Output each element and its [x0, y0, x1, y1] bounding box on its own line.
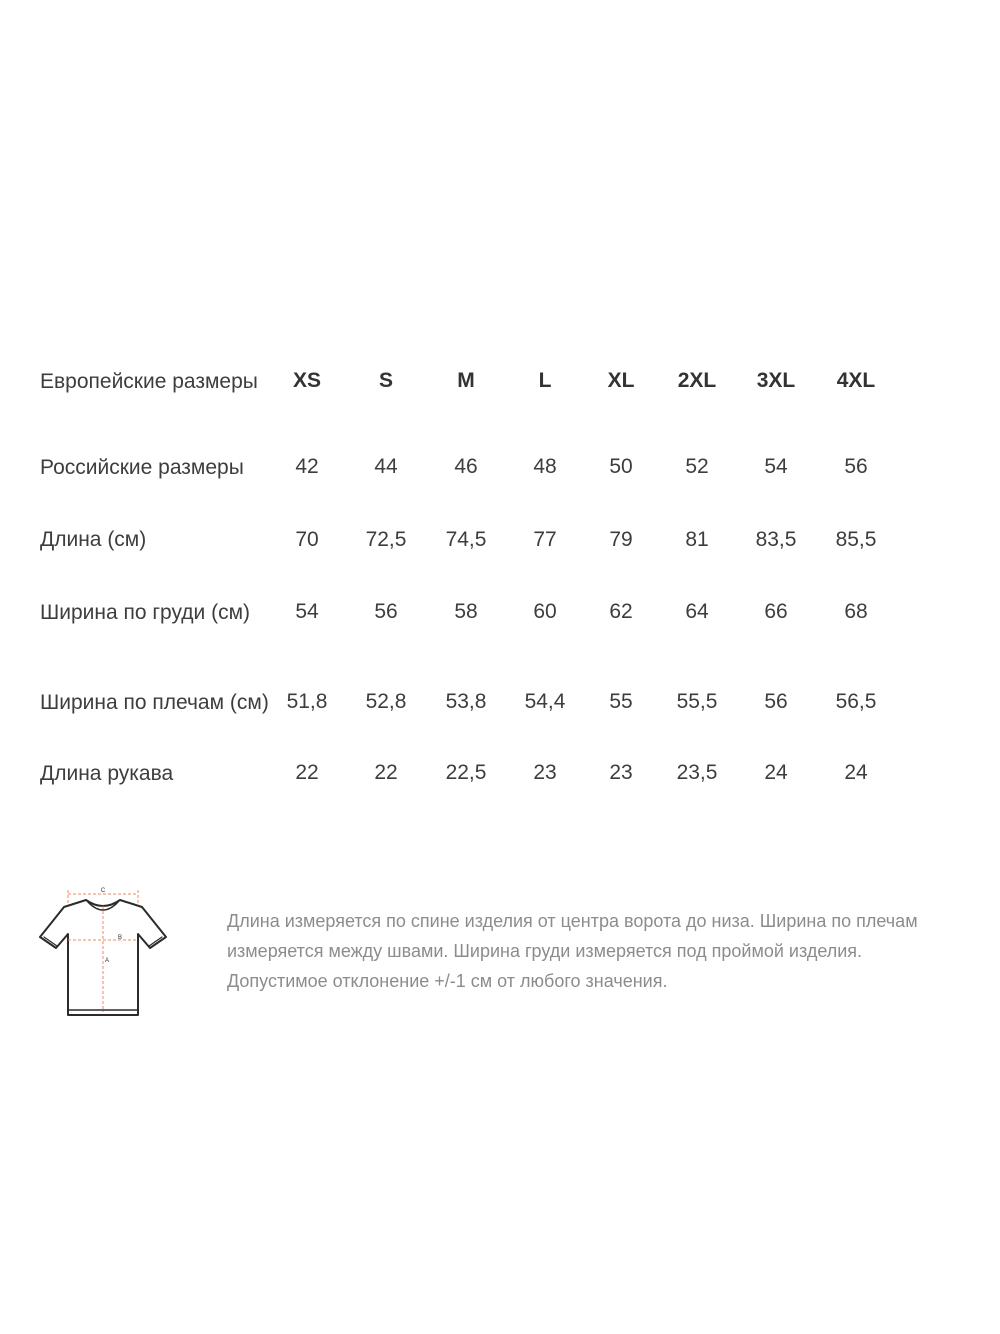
table-cell: 66	[764, 600, 788, 623]
table-cell: 54	[764, 455, 788, 478]
table-cell: 23	[609, 761, 633, 784]
table-cell: 52	[685, 455, 709, 478]
table-cell: 55	[609, 690, 633, 713]
table-cell: 56	[374, 600, 398, 623]
table-cell: 51,8	[286, 690, 328, 713]
table-cell: 70	[295, 527, 319, 551]
table-cell: 44	[374, 455, 398, 478]
table-row	[40, 422, 960, 512]
table-cell: 24	[844, 761, 868, 784]
table-cell: 54	[295, 600, 319, 623]
table-cell: 56	[844, 455, 868, 478]
measure-lines	[68, 890, 138, 1012]
table-cell: 83,5	[755, 527, 797, 551]
table-cell: 22	[374, 761, 398, 784]
measure-label-b: B	[117, 935, 123, 941]
size-2xl: 2XL	[677, 369, 717, 392]
table-cell: 62	[609, 600, 633, 623]
size-4xl: 4XL	[836, 369, 876, 392]
tshirt-measurement-icon	[36, 882, 172, 1022]
table-cell: 72,5	[365, 527, 407, 551]
table-cell: 22,5	[445, 761, 487, 784]
size-xl: XL	[607, 369, 635, 392]
table-cell: 74,5	[445, 527, 487, 551]
measurement-note: Длина измеряется по спине изделия от центра ворота до низа. Ширина по плечам измеряется между швами. Ширина груди измеряется под проймой изделия. Допустимое отклонение +/-1 см от любого значения.	[227, 911, 918, 991]
measure-label-a: A	[104, 958, 110, 964]
table-cell: 81	[685, 527, 709, 551]
row-label-length: Длина (см)	[40, 528, 147, 551]
row-label-sleeve-length: Длина рукава	[40, 761, 174, 785]
size-l: L	[538, 369, 552, 392]
table-row	[40, 512, 960, 567]
table-cell: 85,5	[835, 527, 877, 551]
size-chart-table	[40, 340, 960, 799]
table-cell: 22	[295, 761, 319, 784]
size-xs: XS	[292, 369, 322, 392]
table-cell: 77	[533, 527, 557, 551]
table-cell: 56,5	[835, 690, 877, 713]
table-header-row	[40, 340, 960, 422]
table-row	[40, 657, 960, 747]
table-cell: 23	[533, 761, 557, 784]
measure-label-c: C	[100, 888, 106, 894]
row-label-european-sizes: Европейские размеры	[40, 369, 258, 393]
table-cell: 50	[609, 455, 633, 478]
table-cell: 55,5	[676, 690, 718, 713]
table-cell: 52,8	[365, 690, 407, 713]
size-m: M	[457, 369, 475, 392]
table-cell: 60	[533, 600, 557, 623]
table-cell: 42	[295, 455, 319, 478]
table-cell: 79	[609, 527, 633, 551]
size-3xl: 3XL	[756, 369, 796, 392]
table-cell: 64	[685, 600, 709, 623]
row-label-russian-sizes: Российские размеры	[40, 455, 244, 479]
row-label-chest-width: Ширина по груди (см)	[40, 600, 251, 624]
table-cell: 23,5	[676, 761, 718, 784]
table-row	[40, 567, 960, 657]
table-cell: 68	[844, 600, 868, 623]
table-cell: 54,4	[524, 690, 566, 713]
table-cell: 56	[764, 690, 788, 713]
table-cell: 24	[764, 761, 788, 784]
table-row	[40, 747, 960, 799]
table-cell: 53,8	[445, 690, 487, 713]
size-s: S	[378, 369, 394, 392]
table-cell: 58	[454, 600, 478, 623]
row-label-shoulder-width: Ширина по плечам (см)	[40, 690, 269, 714]
table-cell: 48	[533, 455, 557, 478]
table-cell: 46	[454, 455, 478, 478]
